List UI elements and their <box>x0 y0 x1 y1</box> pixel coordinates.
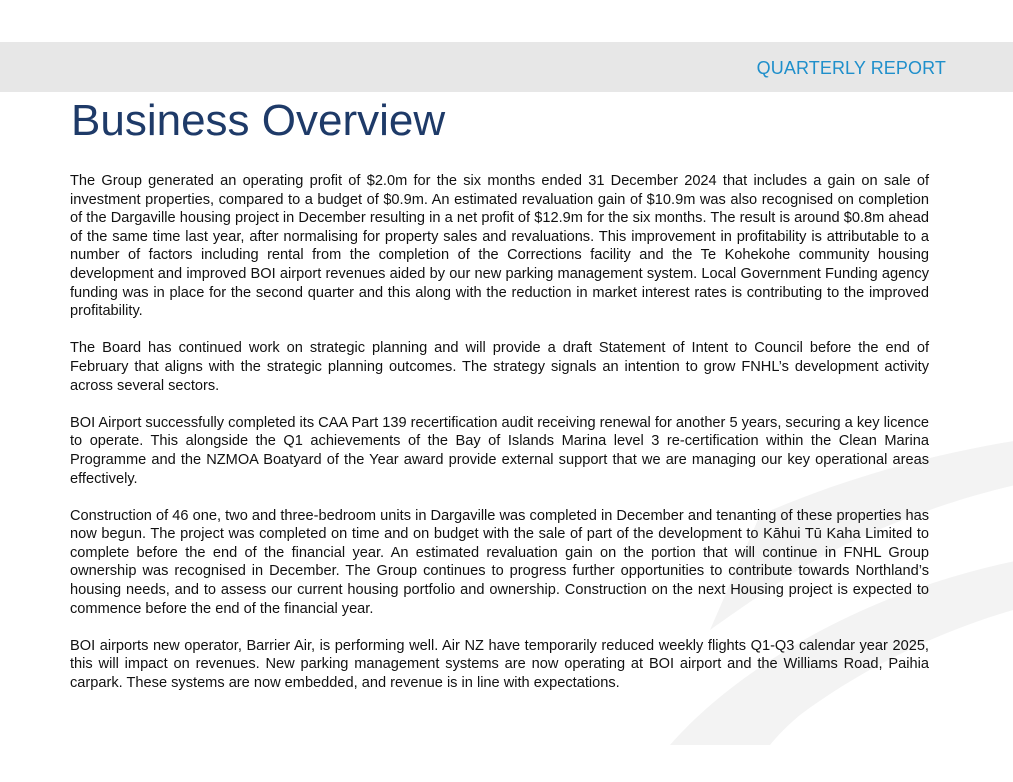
paragraph-strategic-planning: The Board has continued work on strategic planning and will provide a draft Statement of Intent to Council before the end of February that aligns with the strategic planning outcomes. The strategy signals an intention to grow FNHL’s development activity across several sectors. <box>70 340 929 394</box>
page-title: Business Overview <box>71 96 446 145</box>
paragraph-financial-results: The Group generated an operating profit of $2.0m for the six months ended 31 December 2024 that includes a gain on sale of investment properties, compared to a budget of $0.9m. An estimated revaluation gain of $10.9m was also recognised on completion of the Dargaville housing project in December resulting in a net profit of $12.9m for the six months. The result is around $0.8m ahead of the same time last year, after normalising for property sales and revaluations. This improvement in profitability is attributable to a number of factors including rental from the completion of the Corrections facility and the Te Kohekohe community housing development and improved BOI airport revenues aided by our new parking management system. Local Government Funding agency funding was in place for the second quarter and this along with the reduction in market interest rates is contributing to the improved profitability. <box>70 173 929 320</box>
paragraph-airport-operations: BOI airports new operator, Barrier Air, is performing well. Air NZ have temporarily reduced weekly flights Q1-Q3 calendar year 2025, this will impact on revenues. New parking management systems are now operating at BOI airport and the Williams Road, Paihia carpark. These systems are now embedded, and revenue is in line with expectations. <box>70 637 929 692</box>
business-overview-body <box>70 172 929 711</box>
paragraph-boi-airport-certification: BOI Airport successfully completed its CAA Part 139 recertification audit receiving renewal for another 5 years, securing a key licence to operate. This alongside the Q1 achievements of the Bay of Islands Marina level 3 re-certification within the Clean Marina Programme and the NZMOA Boatyard of the Year award provide external support that we are managing our key operational areas effectively. <box>70 414 930 487</box>
paragraph-dargaville-housing: Construction of 46 one, two and three-bedroom units in Dargaville was completed in December and tenanting of these properties has now begun. The project was completed on time and on budget with the sale of part of the development to Kāhui Tū Kaha Limited to complete before the end of the financial year. An estimated revaluation gain on the portion that will continue in FNHL Group ownership was recognised in December. The Group continues to progress further opportunities to contribute towards Northland’s housing needs, and to assess our current housing portfolio and ownership. Construction on the next Housing project is expected to commence before the end of the financial year. <box>70 507 929 617</box>
report-label: QUARTERLY REPORT <box>756 58 946 78</box>
